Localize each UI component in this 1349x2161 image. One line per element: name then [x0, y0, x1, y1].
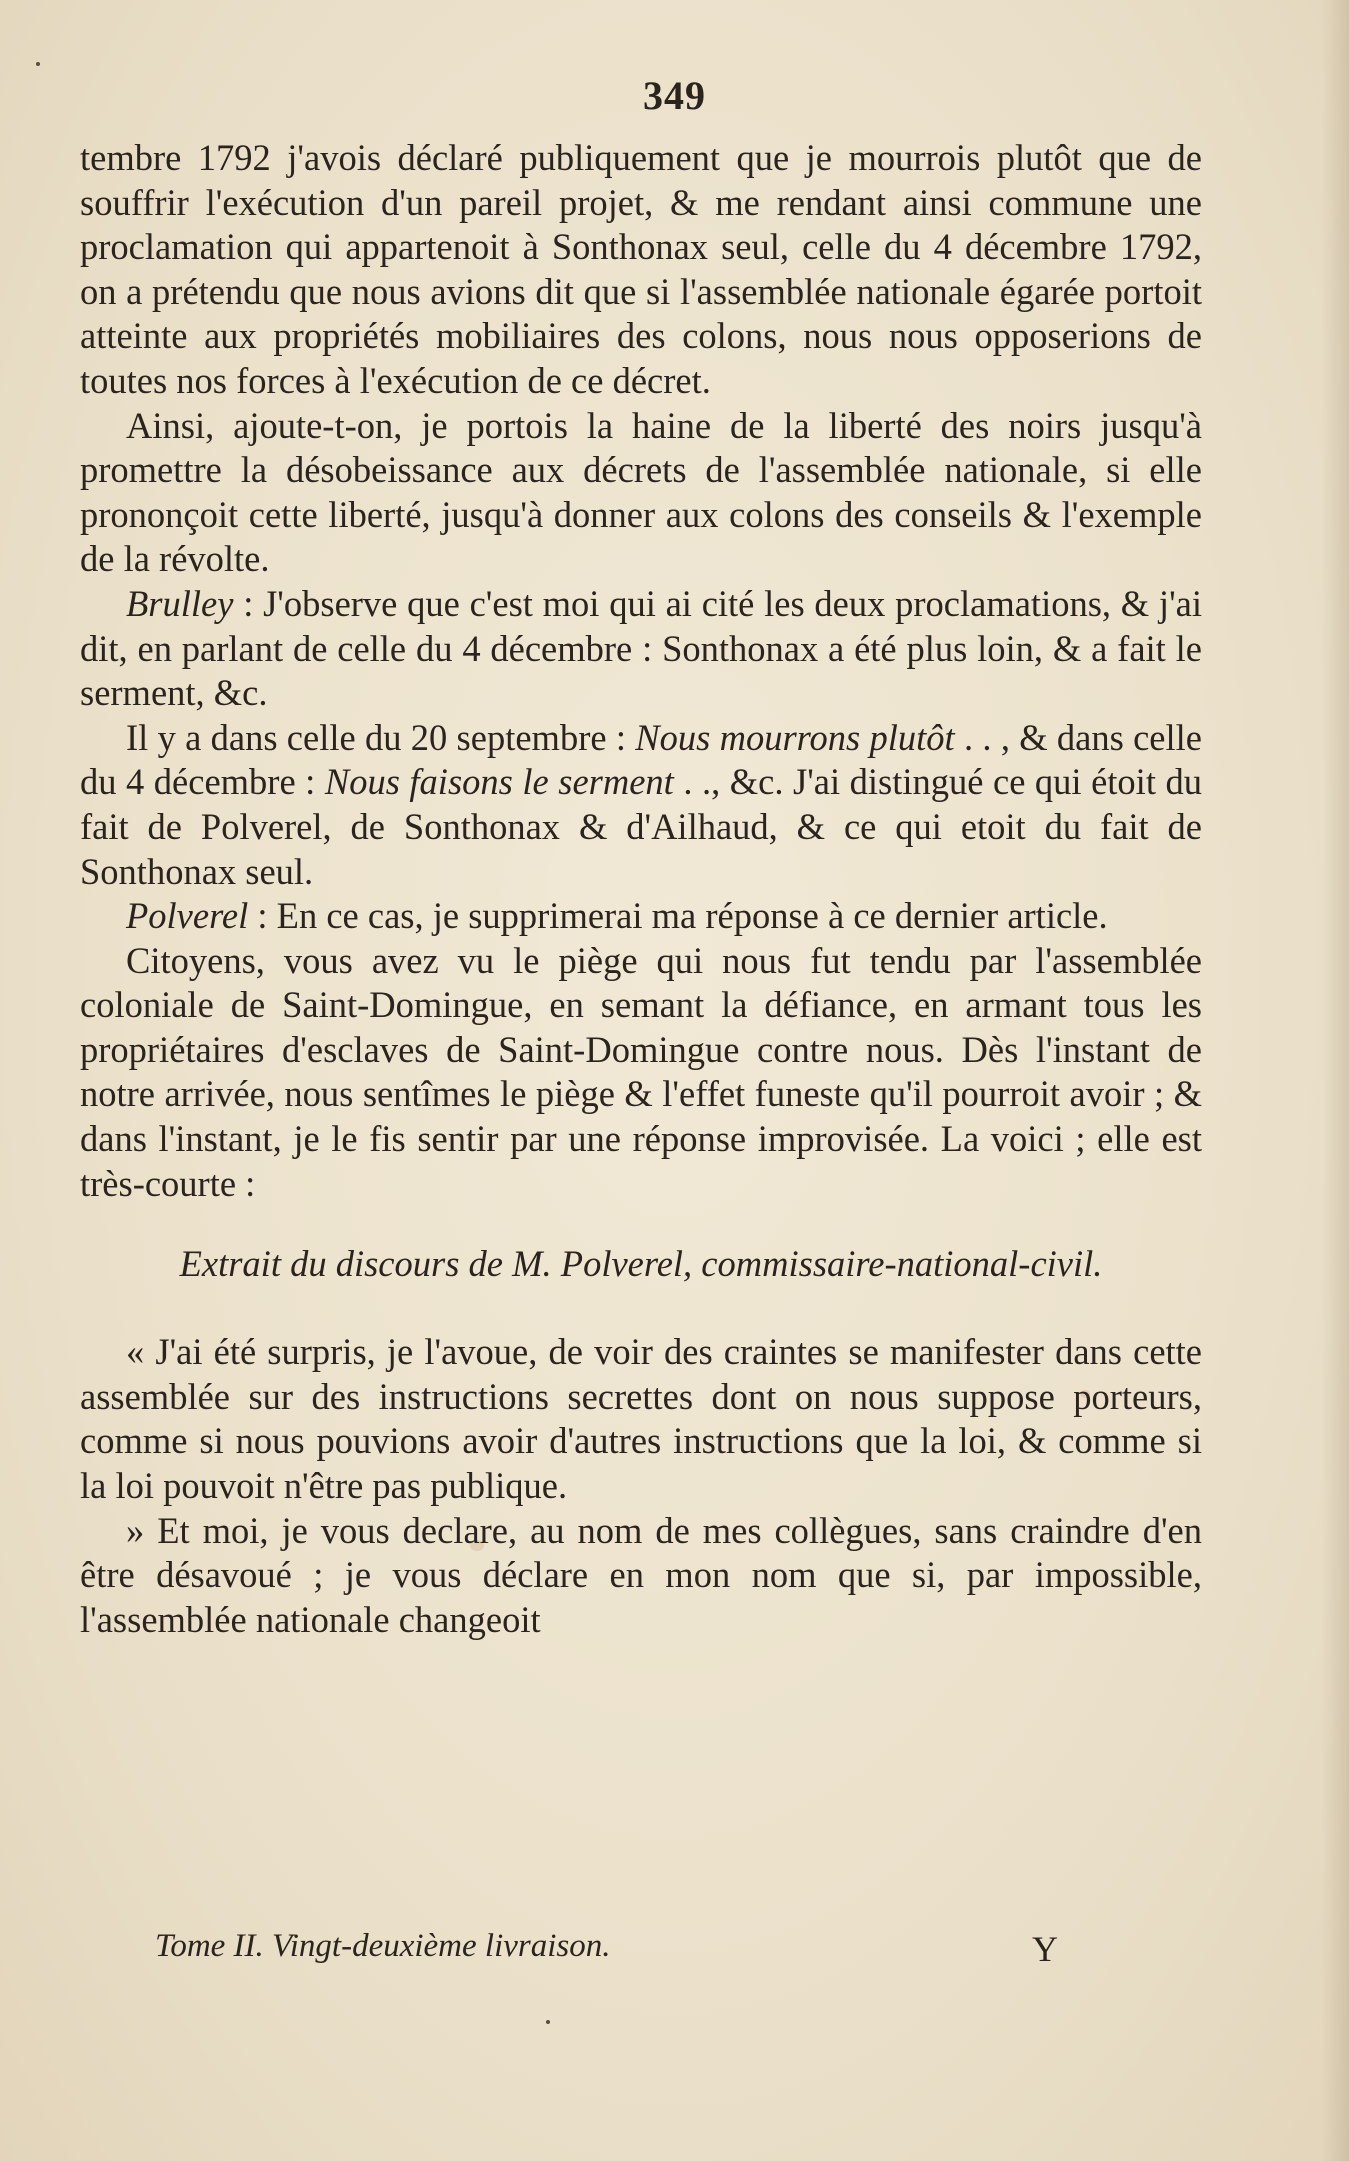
speaker-brulley: Brulley — [126, 582, 234, 624]
polverel-remark: : En ce cas, je supprimerai ma réponse à ce dernier article. — [248, 895, 1108, 937]
brulley-remark: : J'observe que c'est moi qui ai cité les deux proclamations, & j'ai dit, en parlant de celle du 4 décembre : Sonthonax a été plus loin, & a fait le serment, &c. — [80, 582, 1202, 714]
proclamation-end: . ., &c. J'ai distingué ce qui étoit du fait de Polverel, de Sonthonax & d'Ailhaud, & ce qui etoit du fait de Sonthonax seul. — [80, 761, 1202, 892]
paragraph-brulley — [80, 582, 1202, 716]
body-text — [80, 136, 1202, 1642]
speaker-polverel: Polverel — [126, 895, 249, 937]
paragraph-ainsi: Ainsi, ajoute-t-on, je portois la haine de la liberté des noirs jusqu'à promettre la désobeissance aux décrets de l'assemblée nationale, si elle prononçoit cette liberté, jusqu'à donner aux colons des conseils & l'exemple de la révolte. — [80, 404, 1202, 580]
page-edge-shadow — [1321, 0, 1349, 2161]
quote-nous-faisons: Nous faisons le serment — [324, 761, 674, 803]
paragraph-citoyens: Citoyens, vous avez vu le piège qui nous fut tendu par l'assemblée coloniale de Saint-Domingue, en semant la défiance, en armant tous les propriétaires d'esclaves de Saint-Domingue contre nous. Dès l'instant de notre arrivée, nous sentîmes le piège & l'effet funeste qu'il pourroit avoir ; & dans l'instant, je le fis sentir par une réponse improvisée. La voici ; elle est très-courte : — [80, 939, 1202, 1204]
paragraph-polverel — [80, 894, 1202, 939]
paragraph-proclamations — [80, 716, 1202, 894]
page-number: 349 — [643, 73, 706, 118]
paragraph-quote-surpris: « J'ai été surpris, je l'avoue, de voir des craintes se manifester dans cette assemblée sur des instructions secrettes dont on nous suppose porteurs, comme si nous pouvions avoir d'autres instructions que la loi, & comme si la loi pouvoit n'être pas publique. — [80, 1331, 1202, 1507]
quote-nous-mourrons: Nous mourrons plutôt — [635, 716, 955, 758]
proclamation-intro: Il y a dans celle du 20 septembre : — [126, 716, 636, 758]
volume-footer: Tome II. Vingt-deuxième livraison. — [155, 1928, 611, 1964]
ink-speck — [546, 2020, 550, 2024]
signature-mark: Y — [1032, 1929, 1058, 1969]
paragraph-continuation: tembre 1792 j'avois déclaré publiquement que je mourrois plutôt que de souffrir l'exécution d'un pareil projet, & me rendant ainsi commune une proclamation qui appartenoit à Sonthonax seul, celle du 4 décembre 1792, on a prétendu que nous avions dit que si l'assemblée nationale égarée portoit atteinte aux propriétés mobiliaires des colons, nous nous opposerions de toutes nos forces à l'exécution de ce décret. — [80, 137, 1202, 401]
ink-speck — [36, 62, 40, 66]
paragraph-quote-declare: » Et moi, je vous declare, au nom de mes collègues, sans craindre d'en être désavoué ; je vous déclare en mon nom que si, par impossible, l'assemblée nationale changeoit — [80, 1509, 1202, 1640]
extract-heading: Extrait du discours de M. Polverel, commissaire-national-civil. — [179, 1243, 1103, 1285]
proclamation-middle: . . , & dans celle du 4 décembre : — [80, 716, 1202, 803]
